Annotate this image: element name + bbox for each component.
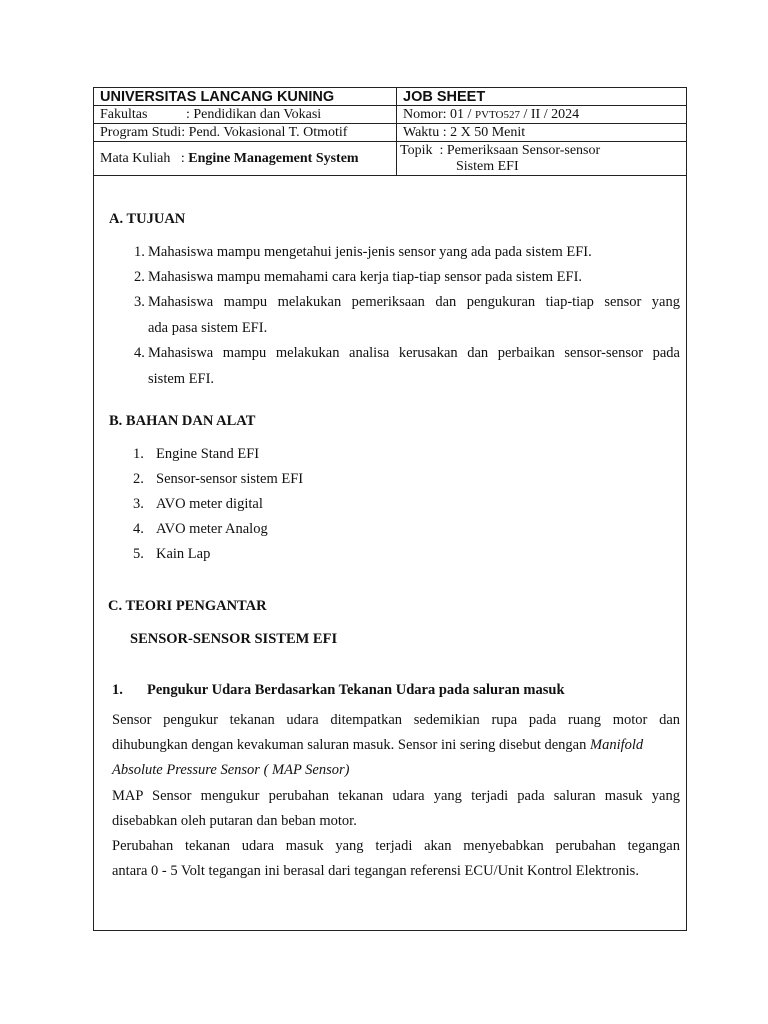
- faculty-cell: [94, 106, 397, 124]
- job-sheet: [93, 87, 687, 931]
- list-text-line2: sistem EFI.: [148, 371, 215, 387]
- topic-line2: Sistem EFI: [456, 158, 519, 174]
- list-text: Mahasiswa mampu mengetahui jenis-jenis sensor yang ada pada sistem EFI.: [148, 244, 592, 260]
- list-text-line1: Mahasiswa mampu melakukan analisa kerusakan dan perbaikan sensor-sensor pada: [148, 345, 680, 361]
- header-table: [94, 88, 686, 176]
- list-number: 3.: [134, 294, 145, 310]
- list-item: [134, 294, 680, 345]
- p2-line2: disebabkan oleh putaran dan beban motor.: [112, 813, 357, 829]
- number-code: PVTO527: [474, 108, 520, 121]
- section-a-title: A. TUJUAN: [109, 211, 186, 227]
- list-number: 2.: [134, 269, 145, 285]
- course-value: Engine Management System: [188, 150, 359, 166]
- topic-line1: Topik : Pemeriksaan Sensor-sensor: [400, 142, 601, 158]
- list-item: [133, 471, 533, 496]
- p1-line2: [112, 733, 680, 758]
- list-text: AVO meter Analog: [156, 521, 268, 537]
- list-item: [133, 521, 533, 546]
- paragraph-3: [112, 834, 680, 884]
- list-text: Kain Lap: [156, 546, 211, 562]
- p1-line2-italic: Manifold: [590, 737, 644, 753]
- p1-line2-plain: dihubungkan dengan kevakuman saluran masuk. Sensor ini sering disebut dengan: [112, 737, 590, 753]
- list-item: [133, 496, 533, 521]
- list-number: 1.: [134, 244, 145, 260]
- list-number: 4.: [133, 521, 144, 537]
- p2-line1: MAP Sensor mengukur perubahan tekanan udara yang terjadi pada saluran masuk yang: [112, 788, 680, 804]
- list-text-line2: ada pasa sistem EFI.: [148, 320, 268, 336]
- point-title: Pengukur Udara Berdasarkan Tekanan Udara pada saluran masuk: [147, 682, 565, 698]
- list-number: 1.: [133, 446, 144, 462]
- list-item: [133, 446, 533, 471]
- section-b-list: [133, 446, 533, 571]
- list-text: AVO meter digital: [156, 496, 263, 512]
- p1-line3-italic: Absolute Pressure Sensor ( MAP Sensor): [112, 762, 350, 778]
- section-b-title: B. BAHAN DAN ALAT: [109, 413, 256, 429]
- number-prefix: Nomor: 01 /: [403, 106, 475, 122]
- number-cell: [397, 106, 687, 124]
- point-number: 1.: [112, 682, 123, 698]
- section-c-title: C. TEORI PENGANTAR: [108, 598, 267, 614]
- list-text: Engine Stand EFI: [156, 446, 260, 462]
- list-text-line1: Mahasiswa mampu melakukan pemeriksaan dan pengukuran tiap-tiap sensor yang: [148, 294, 680, 310]
- list-text: Mahasiswa mampu memahami cara kerja tiap-tiap sensor pada sistem EFI.: [148, 269, 583, 285]
- list-item: [134, 244, 680, 269]
- list-item: [133, 546, 533, 571]
- list-number: 3.: [133, 496, 144, 512]
- topic-cell: [397, 142, 687, 176]
- course-label: Mata Kuliah :: [100, 150, 189, 166]
- p1-line1: Sensor pengukur tekanan udara ditempatkan sedemikian rupa pada ruang motor dan: [112, 712, 680, 728]
- list-number: 5.: [133, 546, 144, 562]
- list-item: [134, 269, 680, 294]
- p1-line3: [112, 758, 680, 783]
- university-name: UNIVERSITAS LANCANG KUNING: [94, 88, 397, 106]
- program-cell: Program Studi: Pend. Vokasional T. Otmotif: [94, 124, 397, 142]
- number-suffix: / II / 2024: [519, 106, 580, 122]
- faculty-label: Fakultas: [100, 106, 148, 122]
- faculty-value: : Pendidikan dan Vokasi: [186, 106, 322, 122]
- course-cell: [94, 142, 397, 176]
- doc-type: JOB SHEET: [397, 88, 687, 106]
- list-number: 4.: [134, 345, 145, 361]
- paragraph-1: [112, 708, 680, 783]
- list-number: 2.: [133, 471, 144, 487]
- p3-line2: antara 0 - 5 Volt tegangan ini berasal dari tegangan referensi ECU/Unit Kontrol Elektronis.: [112, 863, 639, 879]
- section-a-list: [134, 244, 680, 396]
- time-cell: Waktu : 2 X 50 Menit: [397, 124, 687, 142]
- p3-line1: Perubahan tekanan udara masuk yang terjadi akan menyebabkan perubahan tegangan: [112, 838, 680, 854]
- list-text: Sensor-sensor sistem EFI: [156, 471, 304, 487]
- section-c-subtitle: SENSOR-SENSOR SISTEM EFI: [130, 631, 338, 647]
- list-item: [134, 345, 680, 396]
- paragraph-2: [112, 784, 680, 834]
